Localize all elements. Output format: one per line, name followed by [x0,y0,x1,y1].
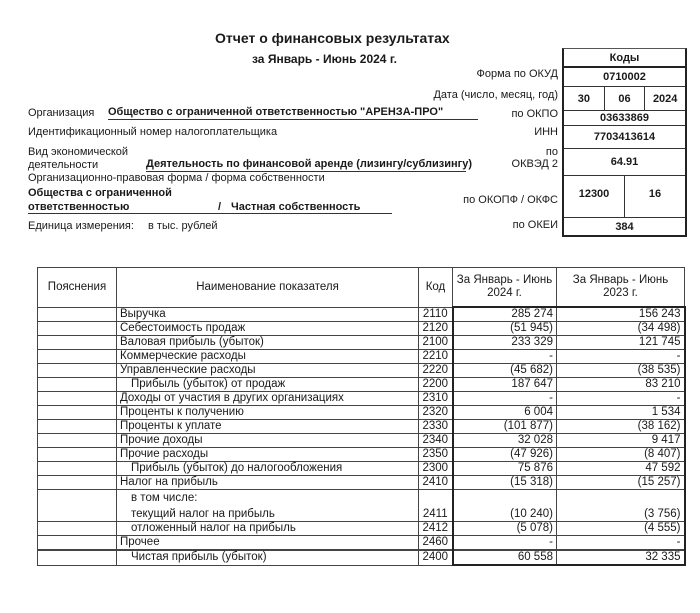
row-code: 2411 [419,490,453,522]
okei-value: 384 [615,220,634,233]
row-value-2024: (101 877) [453,420,557,434]
row-code: 2200 [419,378,453,392]
legal-form-underline [28,200,392,214]
row-name: Проценты к уплате [117,420,419,434]
okopf-value: 12300 [578,188,610,200]
row-value-2024: - [453,350,557,364]
row-value-2023: - [557,392,685,406]
header-2024-year: 2024 г. [487,287,522,299]
notes-cell [38,522,117,536]
table-row [38,322,685,336]
row-name: Прибыль (убыток) до налогообложения [117,462,419,476]
row-value-2024: - [453,536,557,551]
unit-value: в тыс. рублей [148,220,218,232]
row-name: Валовая прибыль (убыток) [117,336,419,350]
row-value-2024: (51 945) [453,322,557,336]
notes-cell [38,490,117,522]
table-row [38,364,685,378]
table-row [38,462,685,476]
okei-label: по ОКЕИ [512,219,558,231]
okpo-label: по ОКПО [511,108,558,120]
row-code: 2320 [419,406,453,420]
row-value-2023: (8 407) [557,448,685,462]
table-row [38,420,685,434]
okopf-label: по ОКОПФ / ОКФС [463,194,558,206]
row-value-2023: (38 162) [557,420,685,434]
org-label: Организация [28,107,95,119]
notes-cell [38,476,117,490]
report-period: за Январь - Июнь 2024 г. [252,52,397,66]
notes-cell [38,406,117,420]
table-row [38,448,685,462]
row-value-2023: 32 335 [557,550,685,565]
row-value-2023: 121 745 [557,336,685,350]
notes-cell [38,364,117,378]
okved-label-1: по [545,146,558,158]
legal-form-label: Организационно-правовая форма / форма собственности [28,172,325,184]
okud-value: 0710002 [603,71,646,83]
row-value-2024: (45 682) [453,364,557,378]
row-code: 2220 [419,364,453,378]
row-value-2024: (10 240) [453,490,557,522]
notes-cell [38,336,117,350]
row-code: 2340 [419,434,453,448]
row-code: 2100 [419,336,453,350]
table-row [38,350,685,364]
row-value-2024: 285 274 [453,307,557,322]
row-code: 2460 [419,536,453,551]
header-notes: Пояснения [38,268,117,308]
table-row [38,406,685,420]
header-code: Код [419,268,453,308]
codes-heading: Коды [609,51,640,64]
table-row [38,378,685,392]
row-code: 2412 [419,522,453,536]
row-code: 2110 [419,307,453,322]
notes-cell [38,378,117,392]
inn-value: 7703413614 [593,131,656,143]
notes-cell [38,322,117,336]
report-title: Отчет о финансовых результатах [215,30,450,46]
inn-label: Идентификационный номер налогоплательщика [28,126,278,138]
date-year: 2024 [644,87,685,110]
row-name: Доходы от участия в других организациях [117,392,419,406]
table-row [38,336,685,350]
row-name-prefix: в том числе: [131,492,198,504]
row-value-2024: (5 078) [453,522,557,536]
okfs-value: 16 [624,176,685,217]
row-name: Налог на прибыль [117,476,419,490]
ownership-value: Частная собственность [231,201,361,213]
row-name: Себестоимость продаж [117,322,419,336]
row-code: 2410 [419,476,453,490]
row-value-2023: 47 592 [557,462,685,476]
okved-label-2: ОКВЭД 2 [511,158,558,170]
okpo-value: 03633869 [600,112,649,124]
row-code: 2330 [419,420,453,434]
row-name: Прочие доходы [117,434,419,448]
codes-box [562,48,687,237]
row-value-2023: (4 555) [557,522,685,536]
row-value-2024: 60 558 [453,550,557,565]
date-label: Дата (число, месяц, год) [433,89,558,101]
table-row [38,490,685,522]
row-name: отложенный налог на прибыль [117,522,419,536]
row-value-2023: (15 257) [557,476,685,490]
row-name: Прибыль (убыток) от продаж [117,378,419,392]
header-name: Наименование показателя [117,268,419,308]
header-2024 [453,268,557,308]
row-name: Прочее [117,536,419,551]
row-value-2023: (34 498) [557,322,685,336]
notes-cell [38,307,117,322]
row-name: Выручка [117,307,419,322]
activity-label-1: Вид экономической [28,146,129,158]
row-value-2023: - [557,536,685,551]
financial-results-table [37,267,686,566]
row-value-2023: 83 210 [557,378,685,392]
row-code: 2350 [419,448,453,462]
notes-cell [38,550,117,565]
okved-value: 64.91 [610,156,639,168]
date-month: 06 [604,87,645,110]
row-value-2024: 75 876 [453,462,557,476]
row-code: 2210 [419,350,453,364]
row-name: Проценты к получению [117,406,419,420]
row-code: 2310 [419,392,453,406]
row-name: Прочие расходы [117,448,419,462]
row-value-2024: 187 647 [453,378,557,392]
notes-cell [38,536,117,551]
row-value-2023: (3 756) [557,490,685,522]
row-code: 2300 [419,462,453,476]
row-code: 2120 [419,322,453,336]
notes-cell [38,420,117,434]
row-name: Чистая прибыль (убыток) [117,550,419,565]
table-row [38,434,685,448]
table-row [38,550,685,565]
row-value-2023: - [557,350,685,364]
row-name-main: текущий налог на прибыль [131,508,275,520]
notes-cell [38,392,117,406]
header-2023-year: 2023 г. [603,287,638,299]
header-2024-label: За Январь - Июнь [456,274,553,286]
row-value-2023: 156 243 [557,307,685,322]
notes-cell [38,462,117,476]
date-day: 30 [577,92,590,105]
row-name [117,490,419,522]
header-2023-label: За Январь - Июнь [572,274,669,286]
row-value-2024: (15 318) [453,476,557,490]
row-code: 2400 [419,550,453,565]
table-row [38,392,685,406]
form-separator: / [218,201,222,213]
legal-form-2: ответственностью [28,201,130,213]
row-value-2023: 1 534 [557,406,685,420]
row-value-2024: 6 004 [453,406,557,420]
inn-code-label: ИНН [534,126,558,138]
notes-cell [38,434,117,448]
row-value-2024: - [453,392,557,406]
activity-label-2: деятельности [28,159,99,171]
org-name: Общество с ограниченной ответственностью "АРЕНЗА-ПРО" [108,106,478,120]
table-row [38,307,685,322]
table-row [38,522,685,536]
table-row [38,476,685,490]
legal-form-1: Общества с ограниченной [28,187,172,199]
table-row [38,536,685,551]
row-value-2024: (47 926) [453,448,557,462]
row-name: Управленческие расходы [117,364,419,378]
activity-value: Деятельность по финансовой аренде (лизингу/сублизингу) [146,158,473,170]
notes-cell [38,448,117,462]
row-value-2024: 32 028 [453,434,557,448]
row-value-2024: 233 329 [453,336,557,350]
row-value-2023: (38 535) [557,364,685,378]
header-2023 [557,268,685,308]
unit-label: Единица измерения: [28,220,134,232]
notes-cell [38,350,117,364]
row-name: Коммерческие расходы [117,350,419,364]
row-value-2023: 9 417 [557,434,685,448]
okud-label: Форма по ОКУД [476,68,558,80]
